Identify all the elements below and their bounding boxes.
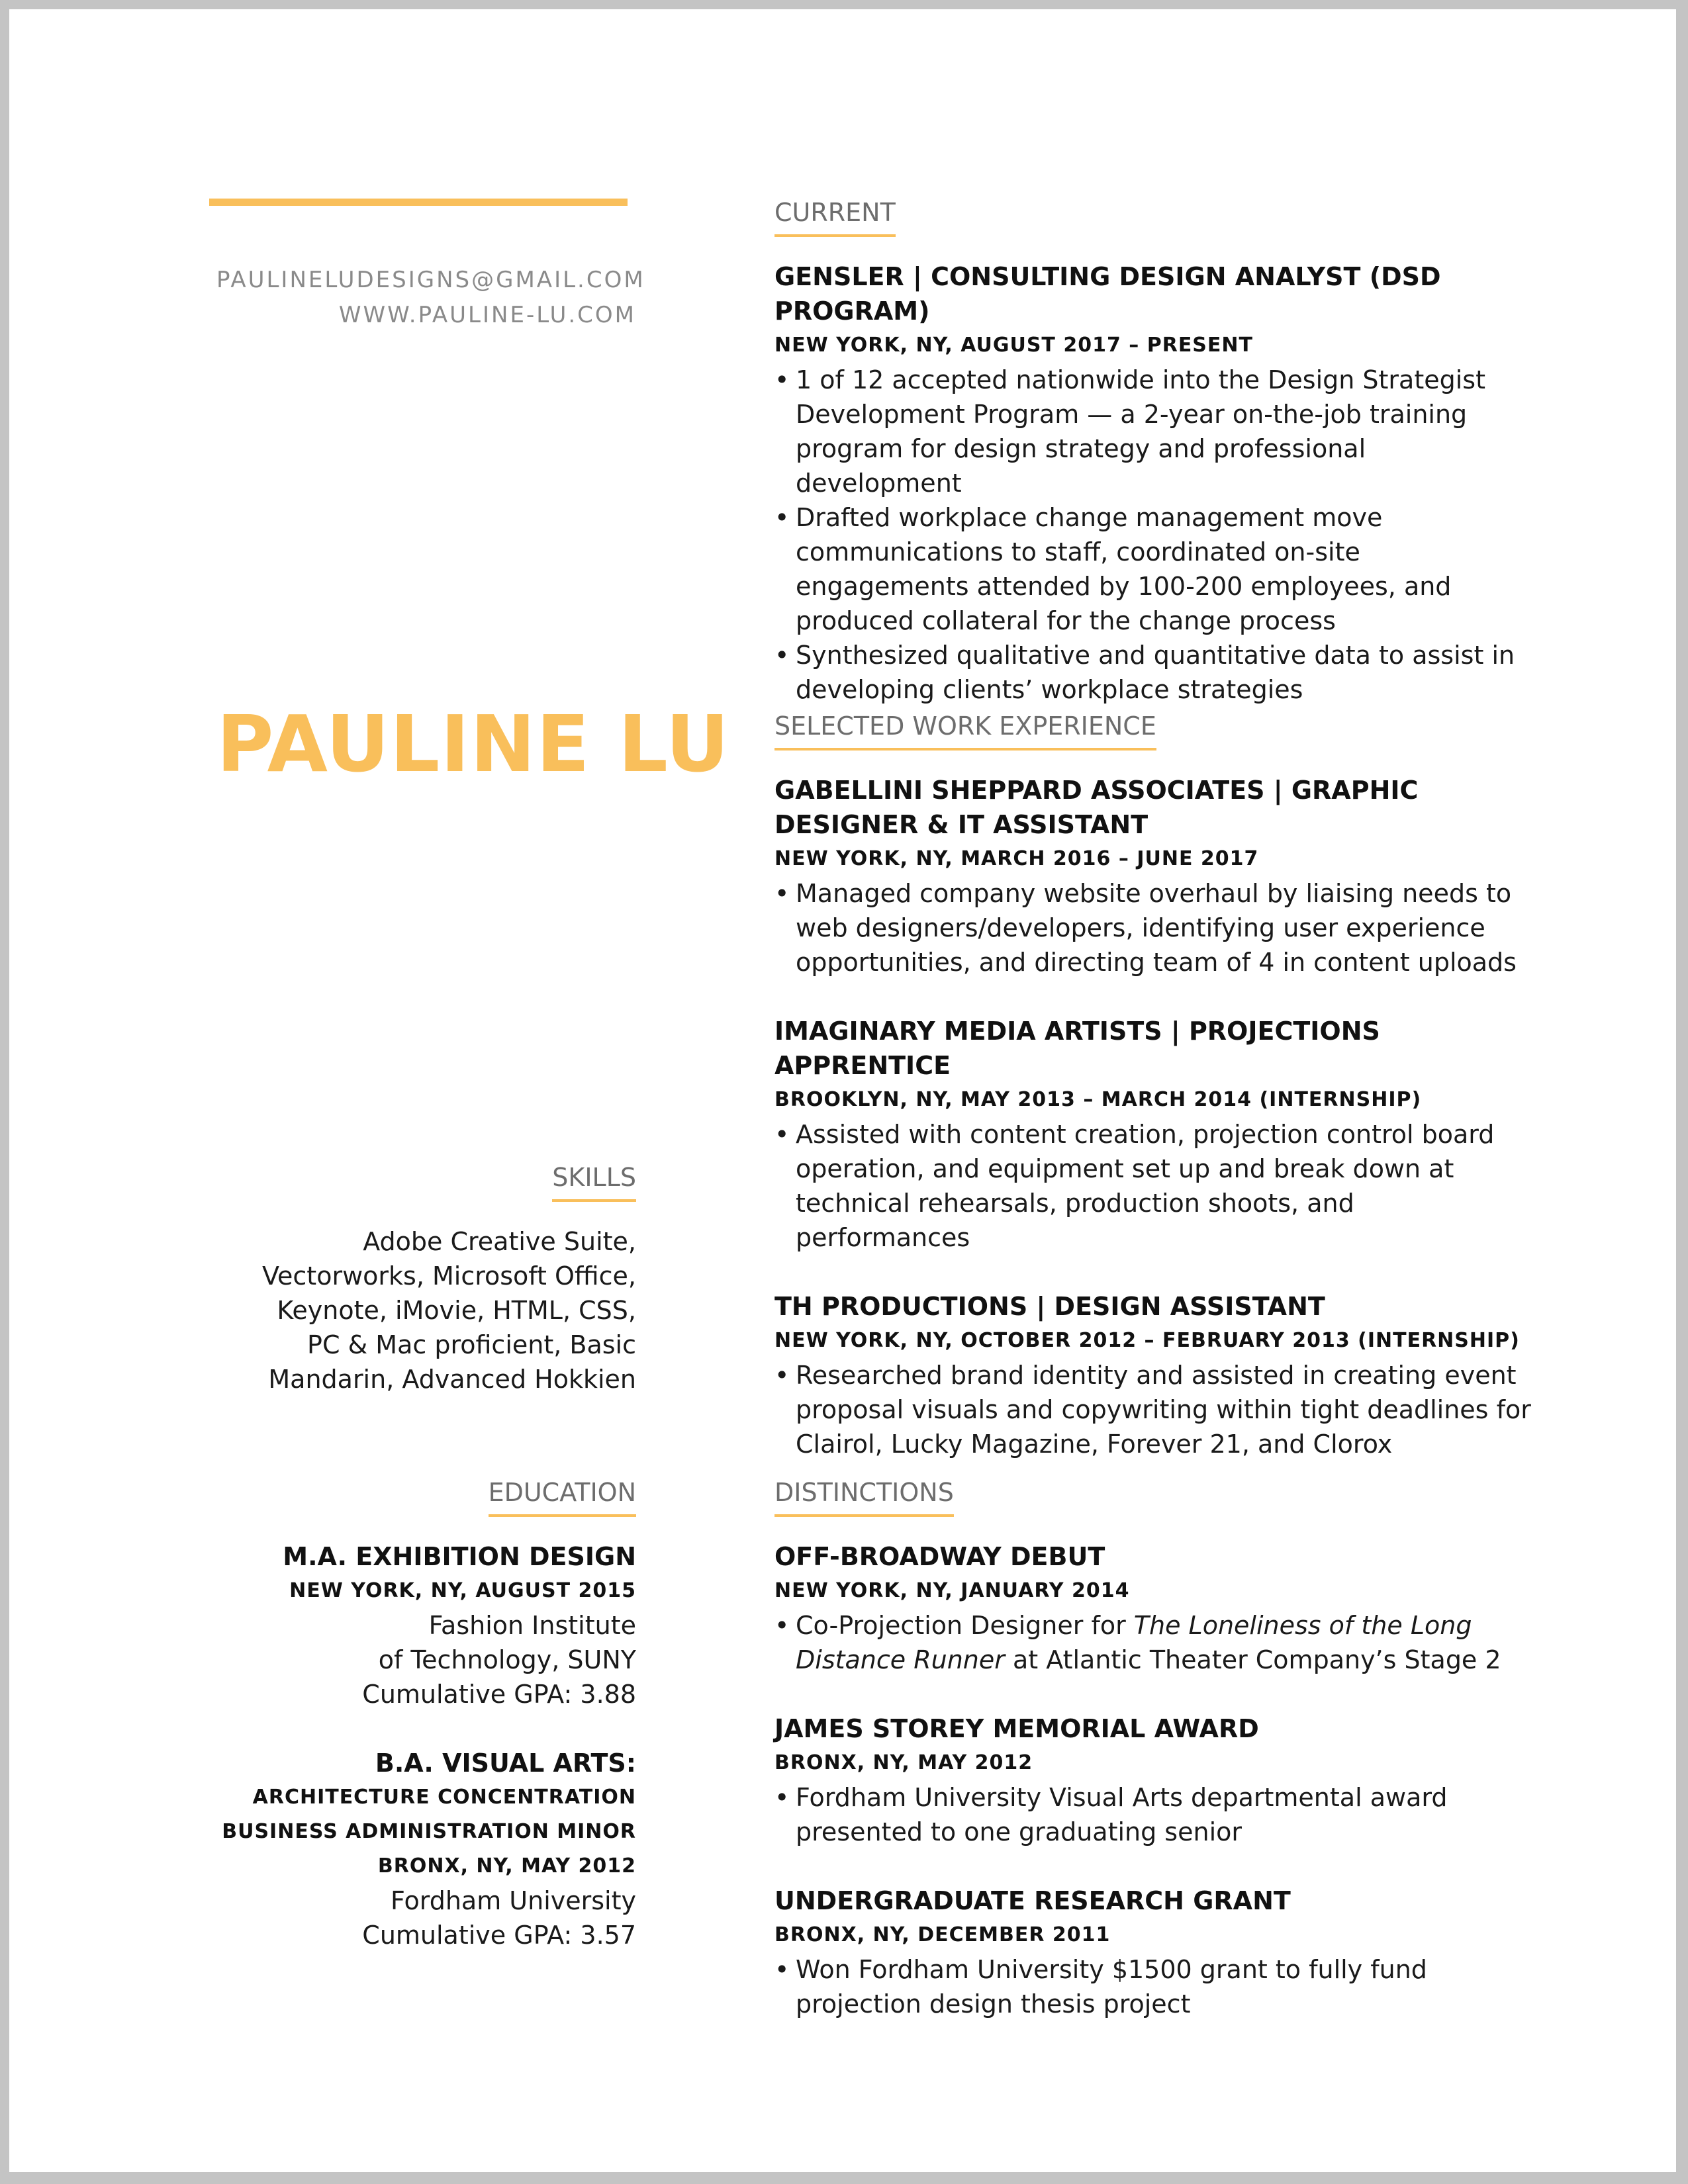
degree-title: B.A. VISUAL ARTS: (375, 1749, 636, 1778)
job-meta: NEW YORK, NY, AUGUST 2017 – PRESENT (774, 334, 1253, 357)
distinctions-heading: DISTINCTIONS (774, 1476, 954, 1517)
job-bullets (774, 876, 1536, 979)
job-title: GENSLER | CONSULTING DESIGN ANALYST (DSD PROGRAM) (774, 262, 1441, 326)
skills-line: PC & Mac proficient, Basic (307, 1330, 636, 1359)
current-job (774, 259, 1536, 707)
degree-line: Cumulative GPA: 3.57 (362, 1921, 636, 1950)
skills-line: Mandarin, Advanced Hokkien (268, 1365, 636, 1394)
bullet-text: at Atlantic Theater Company’s Stage 2 (1004, 1645, 1501, 1674)
distinction-off-broadway (774, 1539, 1536, 1677)
bullet-item: • 1 of 12 accepted nationwide into the Design Strategist Development Program — a 2-year on-the-job training program for design strategy and professional development (774, 363, 1536, 500)
job-bullets (774, 1358, 1536, 1461)
resume-page (9, 9, 1676, 2172)
degree-meta: BRONX, NY, MAY 2012 (377, 1854, 636, 1878)
job-th-productions (774, 1289, 1536, 1461)
show-title: The Loneliness of the Long Distance Runner (796, 1611, 1472, 1674)
bullet-item: • Assisted with content creation, projection control board operation, and equipment set up and break down at technical rehearsals, production shoots, and performances (774, 1117, 1536, 1255)
job-title: GABELLINI SHEPPARD ASSOCIATES | GRAPHIC DESIGNER & IT ASSISTANT (774, 776, 1419, 839)
education-heading: EDUCATION (489, 1476, 636, 1517)
education-section (216, 1476, 636, 1952)
distinction-title: UNDERGRADUATE RESEARCH GRANT (774, 1886, 1291, 1915)
job-title: TH PRODUCTIONS | DESIGN ASSISTANT (774, 1292, 1325, 1321)
candidate-name: PAULINE LU (216, 698, 730, 790)
distinction-bullets (774, 1952, 1536, 2021)
degree-title: M.A. EXHIBITION DESIGN (283, 1542, 636, 1571)
degree-line: Cumulative GPA: 3.88 (362, 1680, 636, 1709)
distinctions-section (774, 1476, 1536, 2021)
skills-list (216, 1224, 636, 1396)
distinction-research-grant (774, 1884, 1536, 2021)
bullet-item: • Managed company website overhaul by liaising needs to web designers/developers, identifying user experience opportunities, and directing team of 4 in content uploads (774, 876, 1536, 979)
bullet-item: • Researched brand identity and assisted in creating event proposal visuals and copywriting within tight deadlines for Clairol, Lucky Magazine, Forever 21, and Clorox (774, 1358, 1536, 1461)
distinction-bullets (774, 1780, 1536, 1849)
skills-section (216, 1161, 636, 1396)
degree-line: Fashion Institute (428, 1611, 636, 1640)
distinction-james-storey (774, 1711, 1536, 1849)
website-link[interactable]: WWW.PAULINE-LU.COM (338, 302, 636, 328)
skills-line: Keynote, iMovie, HTML, CSS, (277, 1296, 636, 1325)
skills-line: Adobe Creative Suite, (363, 1227, 636, 1256)
current-section (774, 196, 1536, 707)
contact-block (216, 263, 645, 333)
degree-meta: ARCHITECTURE CONCENTRATION (252, 1786, 636, 1809)
job-meta: NEW YORK, NY, OCTOBER 2012 – FEBRUARY 2013 (INTERNSHIP) (774, 1329, 1520, 1352)
accent-bar (209, 199, 628, 206)
bullet-text: Co-Projection Designer for (796, 1611, 1134, 1640)
education-entry-ba (216, 1746, 636, 1952)
distinction-title: OFF-BROADWAY DEBUT (774, 1542, 1105, 1571)
current-heading: CURRENT (774, 196, 896, 237)
experience-heading: SELECTED WORK EXPERIENCE (774, 709, 1156, 751)
job-bullets (774, 363, 1536, 707)
bullet-item: • Synthesized qualitative and quantitative data to assist in developing clients’ workplace strategies (774, 638, 1536, 707)
degree-meta: NEW YORK, NY, AUGUST 2015 (289, 1579, 636, 1602)
degree-line: Fordham University (391, 1886, 636, 1915)
job-meta: BROOKLYN, NY, MAY 2013 – MARCH 2014 (INTERNSHIP) (774, 1088, 1422, 1111)
degree-line: of Technology, SUNY (378, 1645, 636, 1674)
job-gabellini (774, 773, 1536, 979)
bullet-item: • Won Fordham University $1500 grant to fully fund projection design thesis project (774, 1952, 1536, 2021)
job-bullets (774, 1117, 1536, 1255)
distinction-meta: BRONX, NY, MAY 2012 (774, 1751, 1033, 1774)
skills-line: Vectorworks, Microsoft Office, (261, 1261, 636, 1291)
bullet-item: • Fordham University Visual Arts departmental award presented to one graduating senior (774, 1780, 1536, 1849)
distinction-title: JAMES STOREY MEMORIAL AWARD (774, 1714, 1259, 1743)
email-link[interactable]: PAULINELUDESIGNS@GMAIL.COM (216, 267, 645, 293)
job-meta: NEW YORK, NY, MARCH 2016 – JUNE 2017 (774, 847, 1259, 870)
experience-section (774, 709, 1536, 1461)
distinction-bullets (774, 1608, 1536, 1677)
bullet-item: • Drafted workplace change management move communications to staff, coordinated on-site engagements attended by 100-200 employees, and produced collateral for the change process (774, 500, 1536, 638)
job-imaginary-media (774, 1014, 1536, 1255)
skills-heading: SKILLS (552, 1161, 636, 1202)
bullet-item (774, 1608, 1536, 1677)
education-entry-ma (216, 1539, 636, 1711)
job-title: IMAGINARY MEDIA ARTISTS | PROJECTIONS APPRENTICE (774, 1017, 1380, 1080)
degree-meta: BUSINESS ADMINISTRATION MINOR (222, 1820, 636, 1843)
distinction-meta: NEW YORK, NY, JANUARY 2014 (774, 1579, 1130, 1602)
distinction-meta: BRONX, NY, DECEMBER 2011 (774, 1923, 1111, 1946)
